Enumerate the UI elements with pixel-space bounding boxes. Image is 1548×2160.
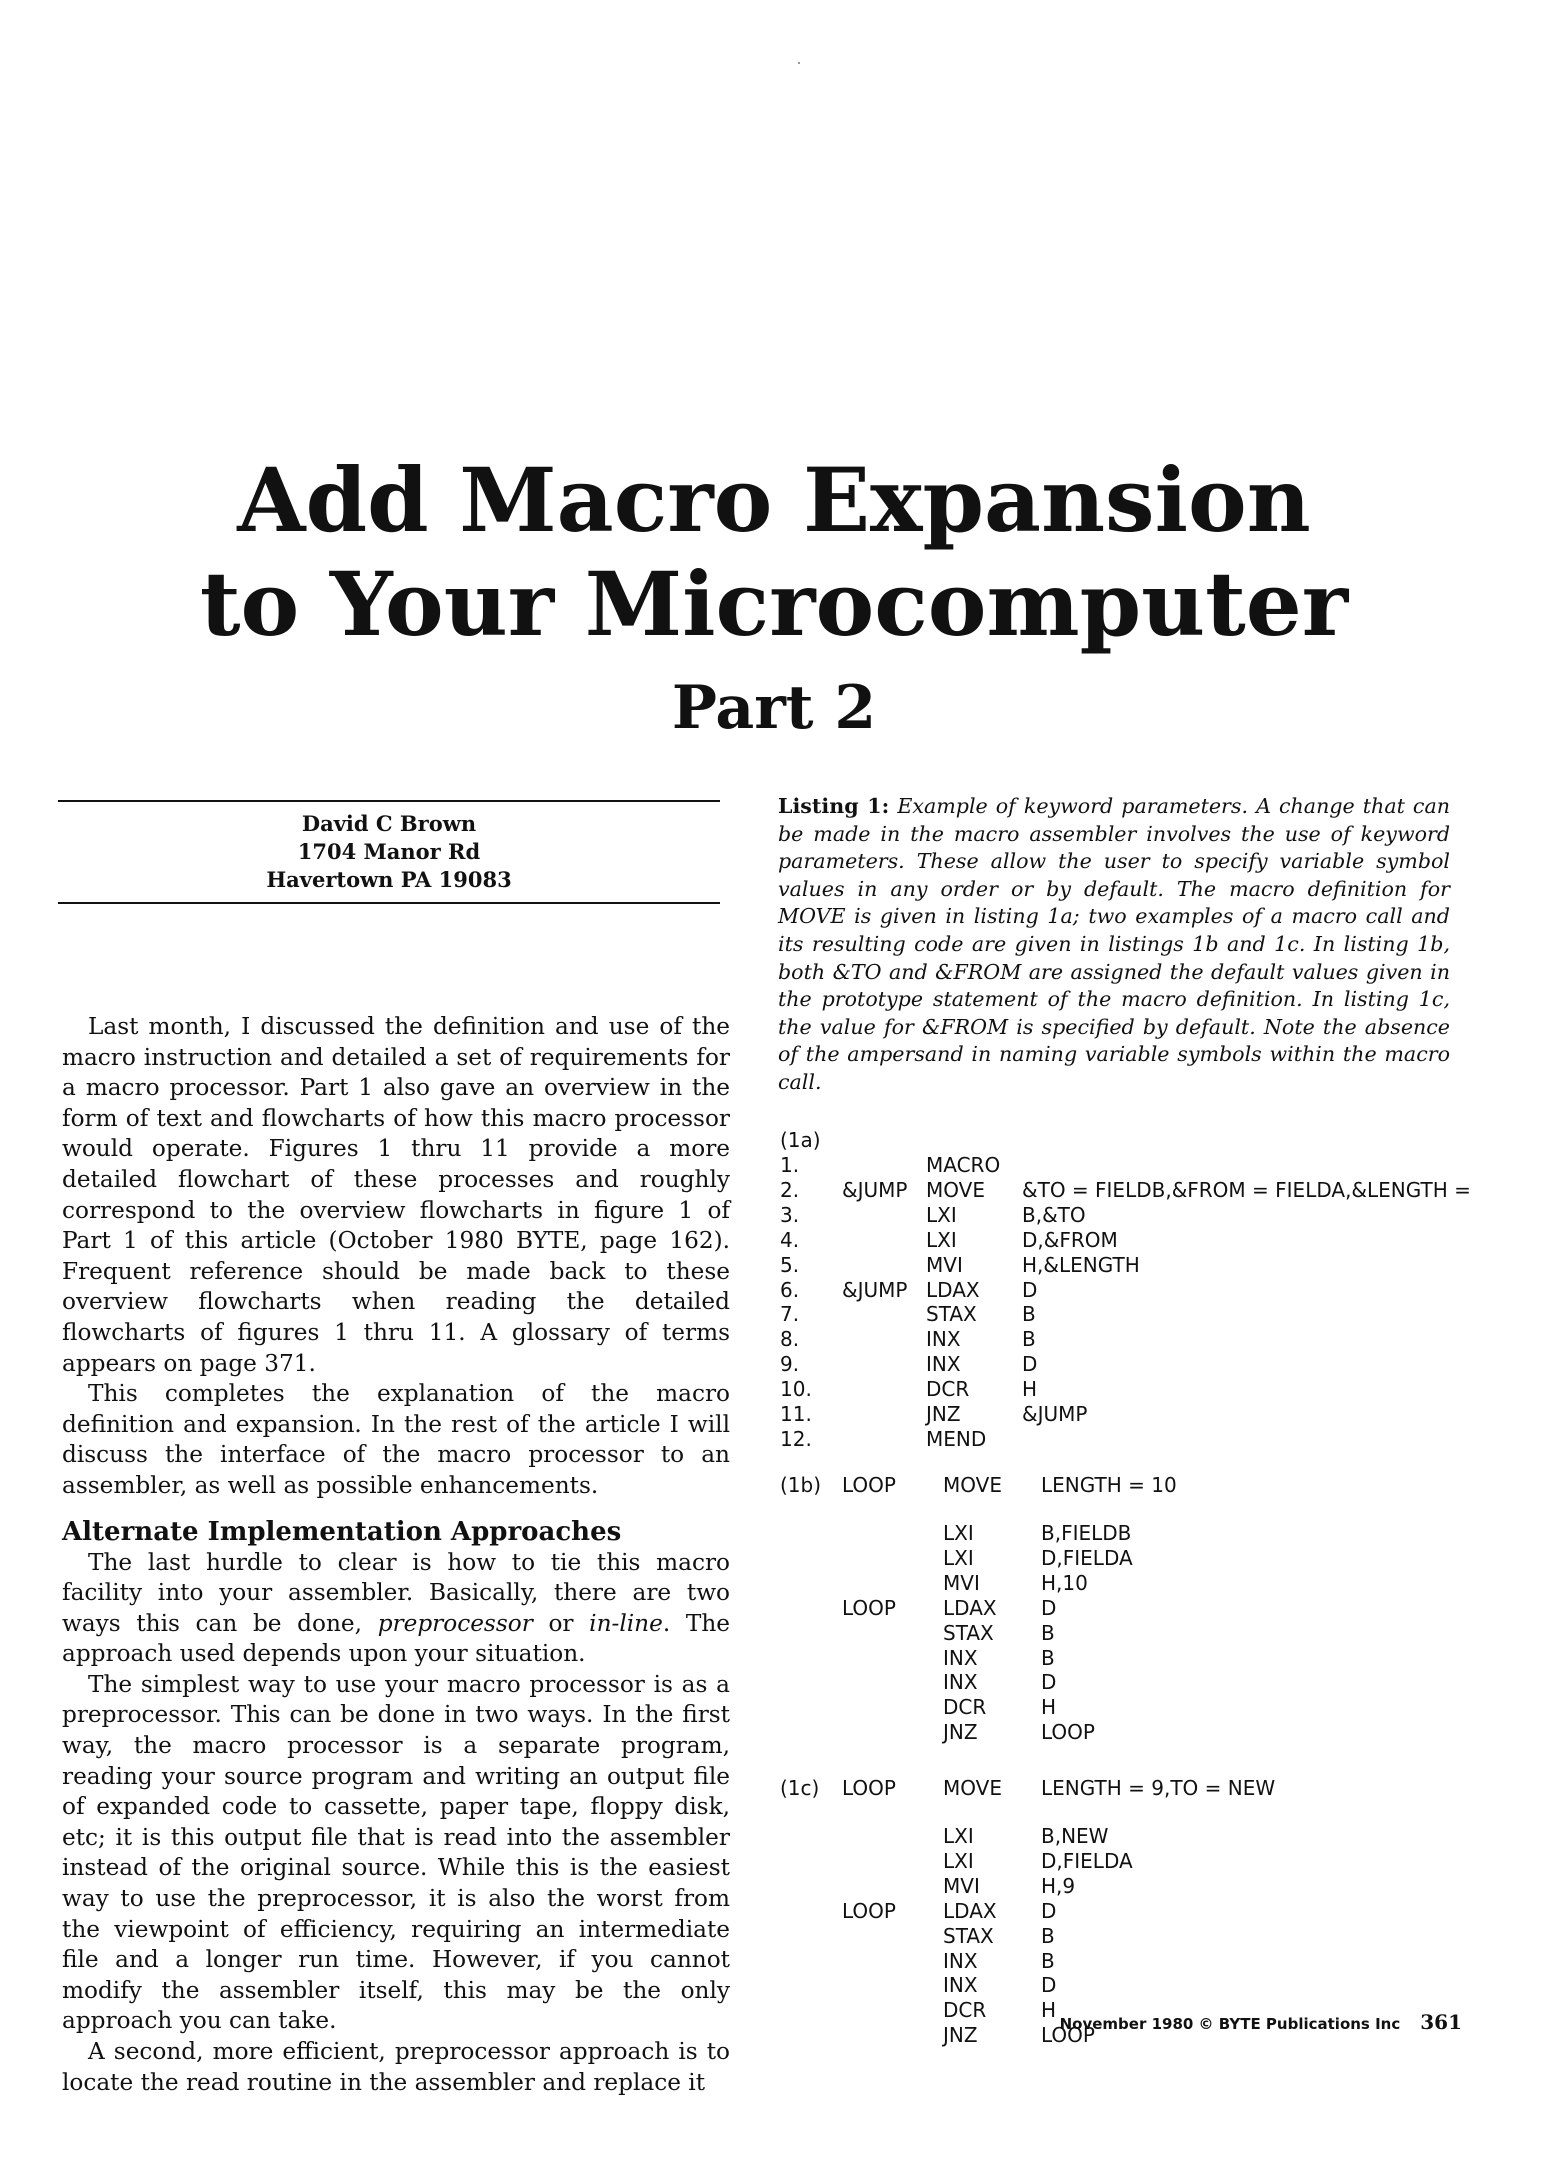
code-operand: B,NEW — [1041, 1824, 1109, 1848]
code-opcode: MACRO — [926, 1153, 1001, 1177]
caption-text: Example of keyword parameters. A change that can be made in the macro assembler involves the use of keyword parameters. These allow the user to specify variable symbol values in any order or by default. The macro definition for MOVE is given in listing 1a; two examples of a macro call and its resulting code are given in listings 1b and 1c. In listing 1b, both &TO and &FROM are assigned the default values given in the prototype statement of the macro definition. In listing 1c, the value for &FROM is specified by default. Note the absence of the ampersand in naming variable symbols within the macro call. — [778, 794, 1451, 1094]
listing-1c-line — [780, 1949, 1520, 1974]
code-operand: D,FIELDA — [1041, 1848, 1133, 1873]
author-block — [58, 810, 720, 894]
page-footer — [1060, 2010, 1462, 2034]
author-bottom-rule — [58, 902, 720, 904]
code-operand: H,&LENGTH — [1022, 1252, 1140, 1277]
listing-1a-line — [780, 1228, 1520, 1253]
code-opcode: JNZ — [943, 2023, 978, 2048]
code-opcode: LDAX — [926, 1277, 980, 1302]
paragraph: Last month, I discussed the definition and use of the macro instruction and detailed a set of requirements for a macro processor. Part 1 also gave an overview in the form of text and flowcharts of how this macro processor would operate. Figures 1 thru 11 provide a more detailed flowchart of these processes and roughly correspond to the overview flowcharts in figure 1 of Part 1 of this article (October 1980 BYTE, page 162). Frequent reference should be made back to these overview flowcharts when reading the detailed flowcharts of figures 1 thru 11. A glossary of terms appears on page 371. — [62, 1013, 730, 1377]
code-operand: B — [1041, 1645, 1055, 1670]
code-operand: LOOP — [1041, 1720, 1095, 1745]
code-operand: B,&TO — [1022, 1202, 1086, 1227]
listing-tag: (1b) — [780, 1473, 822, 1497]
listing-1c-line — [780, 1973, 1520, 1998]
footer-credit: November 1980 © BYTE Publications Inc — [1059, 2015, 1401, 2033]
line-number: 10. — [780, 1377, 812, 1402]
article-title — [0, 448, 1548, 656]
line-number: 9. — [780, 1352, 800, 1377]
title-line-2: to Your Microcomputer — [199, 552, 1349, 656]
code-opcode: STAX — [943, 1923, 994, 1948]
code-label: LOOP — [842, 1898, 896, 1923]
code-opcode: MOVE — [926, 1177, 985, 1202]
listing-1a-line — [780, 1178, 1520, 1203]
line-number: 12. — [780, 1426, 812, 1451]
code-operand: D,FIELDA — [1041, 1545, 1133, 1570]
title-line-1: Add Macro Expansion — [237, 448, 1311, 552]
code-opcode: DCR — [943, 1998, 987, 2023]
listing-1b-line — [780, 1670, 1520, 1695]
line-number: 6. — [780, 1277, 800, 1302]
listing-1b-line — [780, 1695, 1520, 1720]
listing-1b-line — [780, 1646, 1520, 1671]
code-opcode: INX — [943, 1948, 978, 1973]
code-opcode: MVI — [943, 1873, 980, 1898]
paragraph: The last hurdle to clear is how to tie this macro facility into your assembler. Basically, there are two ways this can be done, preprocessor or in-line. The approach used depends upon your situation. — [62, 1548, 730, 1668]
listing-1a-line — [780, 1377, 1520, 1402]
code-operand: B — [1041, 1948, 1055, 1973]
paragraph: The simplest way to use your macro processor is as a preprocessor. This can be done in two ways. In the first way, the macro processor is a separate program, reading your source program and writing an output file of expanded code to cassette, paper tape, floppy disk, etc; it is this output file that is read into the assembler instead of the original source. While this is the easiest way to use the preprocessor, it is also the worst from the viewpoint of efficiency, requiring an intermediate file and a longer run time. However, if you cannot modify the assembler itself, this may be the only approach you can take. — [62, 1670, 730, 2035]
print-speck — [798, 62, 800, 64]
line-number: 5. — [780, 1252, 800, 1277]
listing-1b-line — [780, 1571, 1520, 1596]
listing-1a-tag — [780, 1128, 1520, 1153]
code-opcode: MVI — [943, 1570, 980, 1595]
code-opcode: LXI — [926, 1227, 957, 1252]
code-opcode: INX — [943, 1645, 978, 1670]
code-opcode: LXI — [943, 1824, 974, 1848]
listing-1a-line — [780, 1402, 1520, 1427]
code-operand: B,FIELDB — [1041, 1521, 1132, 1545]
listing-1c-line — [780, 1824, 1520, 1849]
code-label: LOOP — [842, 1595, 896, 1620]
listing-1b-line — [780, 1521, 1520, 1546]
code-label: LOOP — [842, 1776, 896, 1800]
code-operand: H,10 — [1041, 1570, 1088, 1595]
line-number: 2. — [780, 1177, 800, 1202]
page-number: 361 — [1420, 2010, 1462, 2034]
code-opcode: INX — [943, 1973, 978, 1998]
listing-1a-line — [780, 1153, 1520, 1178]
listing-1c-line — [780, 1899, 1520, 1924]
listing-1a-line — [780, 1302, 1520, 1327]
listing-1c-line — [780, 1874, 1520, 1899]
code-operand: H — [1041, 1695, 1057, 1720]
listing-1a-line — [780, 1427, 1520, 1452]
code-opcode: LDAX — [943, 1595, 997, 1620]
code-opcode: LDAX — [943, 1898, 997, 1923]
listing-1b-call — [780, 1473, 1520, 1498]
code-label: &JUMP — [842, 1177, 908, 1202]
code-opcode: JNZ — [943, 1720, 978, 1745]
code-opcode: LXI — [943, 1545, 974, 1570]
code-operand: &TO = FIELDB,&FROM = FIELDA,&LENGTH = — [1022, 1177, 1471, 1202]
code-operand: D — [1041, 1595, 1057, 1620]
listing-tag: (1c) — [780, 1776, 820, 1800]
code-opcode: INX — [926, 1352, 961, 1377]
code-opcode: MOVE — [943, 1776, 1002, 1800]
code-opcode: MOVE — [943, 1473, 1002, 1497]
line-number: 1. — [780, 1153, 800, 1177]
listing-1a-line — [780, 1327, 1520, 1352]
code-operand: D — [1022, 1352, 1038, 1377]
code-operand: LOOP — [1041, 2023, 1095, 2048]
code-label: LOOP — [842, 1473, 896, 1497]
code-operand: D — [1041, 1973, 1057, 1998]
code-opcode: INX — [943, 1670, 978, 1695]
listing-1b-line — [780, 1720, 1520, 1745]
article-body — [62, 1012, 730, 2098]
listing-1c-line — [780, 1924, 1520, 1949]
code-operand: B — [1041, 1923, 1055, 1948]
code-operand: D,&FROM — [1022, 1227, 1118, 1252]
code-opcode: DCR — [943, 1695, 987, 1720]
author-street: 1704 Manor Rd — [297, 839, 481, 864]
caption-label: Listing 1: — [778, 794, 890, 818]
code-opcode: JNZ — [926, 1402, 961, 1426]
code-opcode: MEND — [926, 1426, 987, 1451]
line-number: 4. — [780, 1227, 800, 1252]
section-heading: Alternate Implementation Approaches — [62, 1516, 622, 1547]
listing-1a-line — [780, 1203, 1520, 1228]
code-operand: D — [1041, 1898, 1057, 1923]
code-operand: B — [1022, 1302, 1036, 1327]
line-number: 7. — [780, 1302, 800, 1327]
code-operand: H — [1022, 1377, 1038, 1402]
listing-1a-line — [780, 1253, 1520, 1278]
code-opcode: STAX — [926, 1302, 977, 1327]
code-opcode: DCR — [926, 1377, 970, 1402]
code-operand: H,9 — [1041, 1873, 1076, 1898]
listing-caption — [778, 793, 1450, 1097]
paragraph: This completes the explanation of the macro definition and expansion. In the rest of the article I will discuss the interface of the macro processor to an assembler, as well as possible enhancements. — [62, 1380, 730, 1499]
line-number: 11. — [780, 1402, 812, 1426]
code-opcode: STAX — [943, 1620, 994, 1645]
code-opcode: LXI — [926, 1202, 957, 1227]
code-operand: B — [1022, 1327, 1036, 1352]
listing-1a-line — [780, 1352, 1520, 1377]
code-opcode: LXI — [943, 1521, 974, 1545]
code-operand: H — [1041, 1998, 1057, 2023]
code-operand: LENGTH = 10 — [1041, 1473, 1177, 1497]
listing-1c-call — [780, 1776, 1520, 1801]
code-operand: &JUMP — [1022, 1402, 1088, 1426]
code-opcode: INX — [926, 1327, 961, 1352]
listing-1b-line — [780, 1621, 1520, 1646]
listing-1b-line — [780, 1546, 1520, 1571]
listing-tag: (1a) — [780, 1128, 821, 1152]
code-label: &JUMP — [842, 1277, 908, 1302]
listing-1c-line — [780, 1849, 1520, 1874]
code-operand: B — [1041, 1620, 1055, 1645]
code-opcode: LXI — [943, 1848, 974, 1873]
paragraph: A second, more efficient, preprocessor approach is to locate the read routine in the assembler and replace it — [62, 2038, 730, 2096]
author-name: David C Brown — [301, 811, 477, 836]
listing-1b-line — [780, 1596, 1520, 1621]
line-number: 8. — [780, 1327, 800, 1352]
code-operand: D — [1022, 1277, 1038, 1302]
code-operand: LENGTH = 9,TO = NEW — [1041, 1776, 1276, 1800]
article-part: Part 2 — [671, 673, 877, 743]
author-top-rule — [58, 800, 720, 802]
listing-1a-line — [780, 1278, 1520, 1303]
code-operand: D — [1041, 1670, 1057, 1695]
code-opcode: MVI — [926, 1252, 963, 1277]
author-city: Havertown PA 19083 — [266, 867, 512, 892]
line-number: 3. — [780, 1202, 800, 1227]
